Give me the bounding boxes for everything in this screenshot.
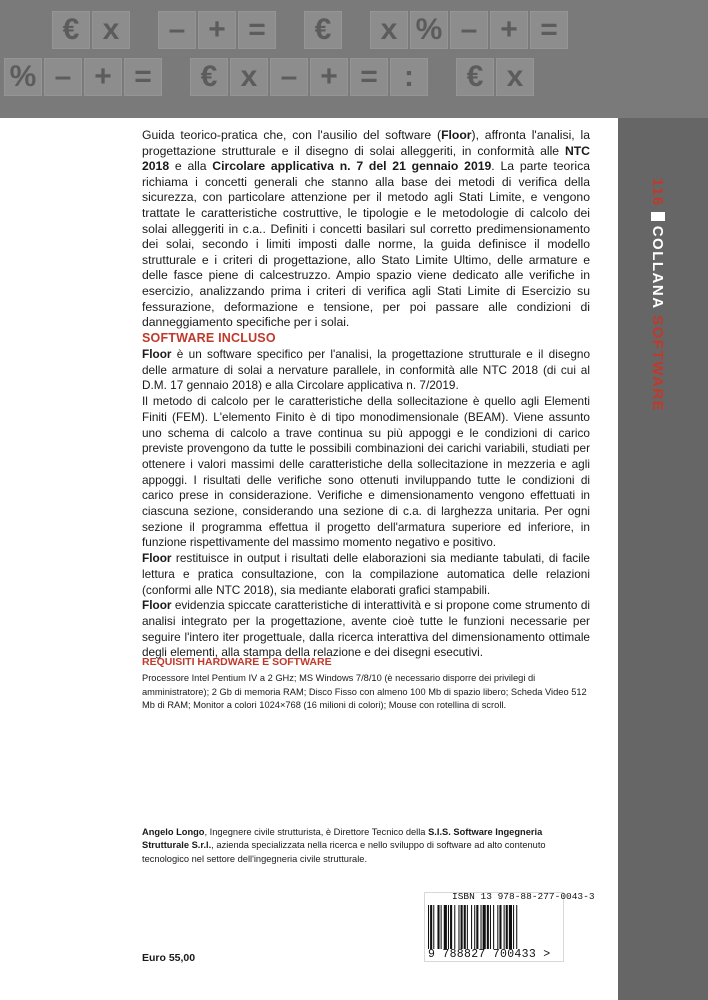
barcode-bar	[441, 905, 442, 949]
symbol-tile: –	[44, 58, 82, 96]
barcode-bar	[476, 905, 478, 949]
barcode-bar	[461, 905, 463, 949]
barcode-bar	[483, 905, 486, 949]
intro-text-2: ), affronta l'analisi, la progettazione strutturale e il disegno di solai alleggeriti, in conformità alle	[142, 128, 590, 158]
software-paragraph-1	[142, 347, 590, 394]
symbol-tile: =	[124, 58, 162, 96]
barcode-bar	[487, 905, 489, 949]
barcode-bar	[471, 905, 472, 949]
symbol-row-top	[52, 11, 570, 49]
intro-floor: Floor	[441, 128, 472, 142]
software-text-3: restituisce in output i risultati delle elaborazioni sia mediante tabulati, di facile lettura e pratica consultazione, con la compilazione automatica delle relazioni (conformi alle NTC 2018), sia mediante elaborati grafici stampabili.	[142, 551, 590, 597]
series-name: SOFTWARE	[649, 315, 666, 413]
barcode-bar	[499, 905, 501, 949]
isbn-label: ISBN 13 978-88-277-0043-3	[452, 891, 595, 902]
barcode-bar	[513, 905, 514, 949]
software-paragraph-4	[142, 598, 590, 661]
software-name: Floor	[142, 598, 172, 613]
barcode-bar	[430, 905, 432, 949]
barcode-bar	[448, 905, 449, 949]
barcode-bar	[490, 905, 491, 949]
symbol-tile: x	[92, 11, 130, 49]
intro-text-1: Guida teorico-pratica che, con l'ausilio del software (	[142, 128, 442, 142]
barcode-bar	[493, 905, 494, 949]
symbol-tile: +	[490, 11, 528, 49]
software-paragraph-3	[142, 551, 590, 598]
symbol-row-bottom	[4, 58, 536, 96]
barcode-bar	[509, 905, 512, 949]
symbol-tile: x	[230, 58, 268, 96]
intro-section	[142, 128, 590, 331]
barcode-digits: 9 788827 700433 >	[428, 948, 551, 961]
intro-text-3: e alla	[169, 159, 213, 174]
series-spine	[648, 178, 666, 418]
software-paragraph-2: Il metodo di calcolo per le caratteristiche della sollecitazione è quello agli Elementi Finiti (FEM). L'elemento Finito è di tipo monodimensionale (BEAM). Viene assunto uno schema di calcolo a trave continua su più appoggi e le condizioni di carico previste provengono da tutte le possibili combinazioni dei carichi variabili, studiati per ottenere i valori massimi delle caratteristiche della sollecitazione in mezzeria e agli appoggi. I risultati delle verifiche sono ottenuti inviluppando tutte le condizioni di carico prese in considerazione. Verifiche e dimensionamento vengono effettuati in ciascuna sezione, considerando una sezione di c.a. di larghezza unitaria. Per ogni sezione il programma effettua il progetto dell'armatura superiore ed inferiore, in funzione rispettivamente del massimo momento negativo e positivo.	[142, 394, 590, 550]
software-text-4: evidenzia spiccate caratteristiche di interattività e si propone come strumento di analisi integrato per la progettazione, avente cioè tutte le funzioni necessarie per seguire l'intero iter progettuale, dalla ricerca interattiva del dimensionamento ottimale degli elementi, alla stampa della relazione e dei disegni esecutivi.	[142, 598, 590, 660]
price: Euro 55,00	[142, 952, 196, 964]
barcode-bar	[474, 905, 475, 949]
intro-ntc: NTC 2018	[142, 143, 590, 174]
barcode-bar	[444, 905, 447, 949]
barcode-bar	[506, 905, 508, 949]
author-bio	[142, 826, 590, 866]
symbol-tile: +	[198, 11, 236, 49]
requirements-heading: REQUISITI HARDWARE E SOFTWARE	[142, 656, 332, 668]
collana-label: COLLANA	[649, 225, 666, 310]
barcode-bar	[464, 905, 466, 949]
barcode-bar	[437, 905, 439, 949]
barcode-bar	[504, 905, 505, 949]
spine-divider	[651, 212, 665, 221]
software-name: Floor	[142, 551, 172, 566]
barcode-bar	[433, 905, 434, 949]
intro-paragraph	[142, 128, 590, 331]
symbol-tile: –	[270, 58, 308, 96]
barcode-icon	[426, 905, 560, 949]
symbol-tile: =	[530, 11, 568, 49]
symbol-tile: €	[304, 11, 342, 49]
barcode-bar	[467, 905, 468, 949]
volume-number: 116	[649, 178, 666, 207]
software-heading: SOFTWARE INCLUSO	[142, 331, 276, 345]
barcode-bar	[516, 905, 517, 949]
symbol-tile: +	[310, 58, 348, 96]
symbol-tile: –	[158, 11, 196, 49]
symbol-tile: x	[370, 11, 408, 49]
symbol-tile: +	[84, 58, 122, 96]
barcode-bar	[481, 905, 482, 949]
author-company: S.I.S. Software Ingegneria Strutturale S.r.l.	[142, 827, 543, 851]
barcode-bar	[454, 905, 455, 949]
author-name: Angelo Longo	[142, 827, 205, 837]
barcode-bar	[458, 905, 459, 949]
symbol-tile: :	[390, 58, 428, 96]
barcode-bar	[428, 905, 429, 949]
intro-text-4: . La parte teorica richiama i concetti generali che stanno alla base dei metodi di verifica della sicurezza, con particolare attenzione per il metodo agli Stati Limite, e vengono trattate le caratteristiche costruttive, le tipologie e le metodologie di calcolo dei solai alleggeriti in c.a.. Definiti i concetti basilari sul corretto predimensionamento dei solai, secondo i limiti imposti dalle norme, la guida definisce il modello strutturale e i criteri di progettazione, allo Stato Limite Ultimo, delle armature e delle fasce piene di calcestruzzo. Ampio spazio viene dedicato alle verifiche in esercizio, analizzando prima i criteri di verifica agli Stati Limite di Esercizio su fessurazione, deformazione e tensione, per poi passare alle condizioni di danneggiamento specifiche per i solai.	[142, 159, 590, 330]
software-name: Floor	[142, 347, 172, 361]
symbol-tile: €	[52, 11, 90, 49]
author-text-2: , azienda specializzata nella ricerca e nello sviluppo di software ad alto contenuto tecnologico nel settore dell'ingegneria civile strutturale.	[142, 840, 546, 864]
intro-circolare: Circolare applicativa n. 7 del 21 gennaio 2019	[212, 159, 492, 174]
requirements-text: Processore Intel Pentium IV a 2 GHz; MS Windows 7/8/10 (è necessario disporre dei privilegi di amministratore); 2 Gb di memoria RAM; Disco Fisso con almeno 100 Mb di spazio libero; Scheda Video 512 Mb di RAM; Monitor a colori 1024×768 (16 milioni di colori); Mouse con rotellina di scroll.	[142, 673, 587, 711]
symbol-tile: €	[456, 58, 494, 96]
symbol-tile: x	[496, 58, 534, 96]
software-section	[142, 347, 590, 661]
software-text-1: è un software specifico per l'analisi, la progettazione strutturale e il disegno delle armature di solai a nervature parallele, in conformità alle NTC 2018 (di cui al D.M. 17 gennaio 2018) e alla Circolare applicativa n. 7/2019.	[142, 347, 590, 393]
spine-label	[648, 178, 666, 412]
symbol-tile: %	[4, 58, 42, 96]
symbol-tile: €	[190, 58, 228, 96]
header-symbol-band	[0, 0, 708, 118]
symbol-tile: =	[238, 11, 276, 49]
barcode-bar	[497, 905, 498, 949]
symbol-tile: –	[450, 11, 488, 49]
symbol-tile: =	[350, 58, 388, 96]
symbol-tile: %	[410, 11, 448, 49]
author-text-1: , Ingegnere civile strutturista, è Direttore Tecnico della	[204, 827, 429, 837]
barcode-bar	[450, 905, 452, 949]
